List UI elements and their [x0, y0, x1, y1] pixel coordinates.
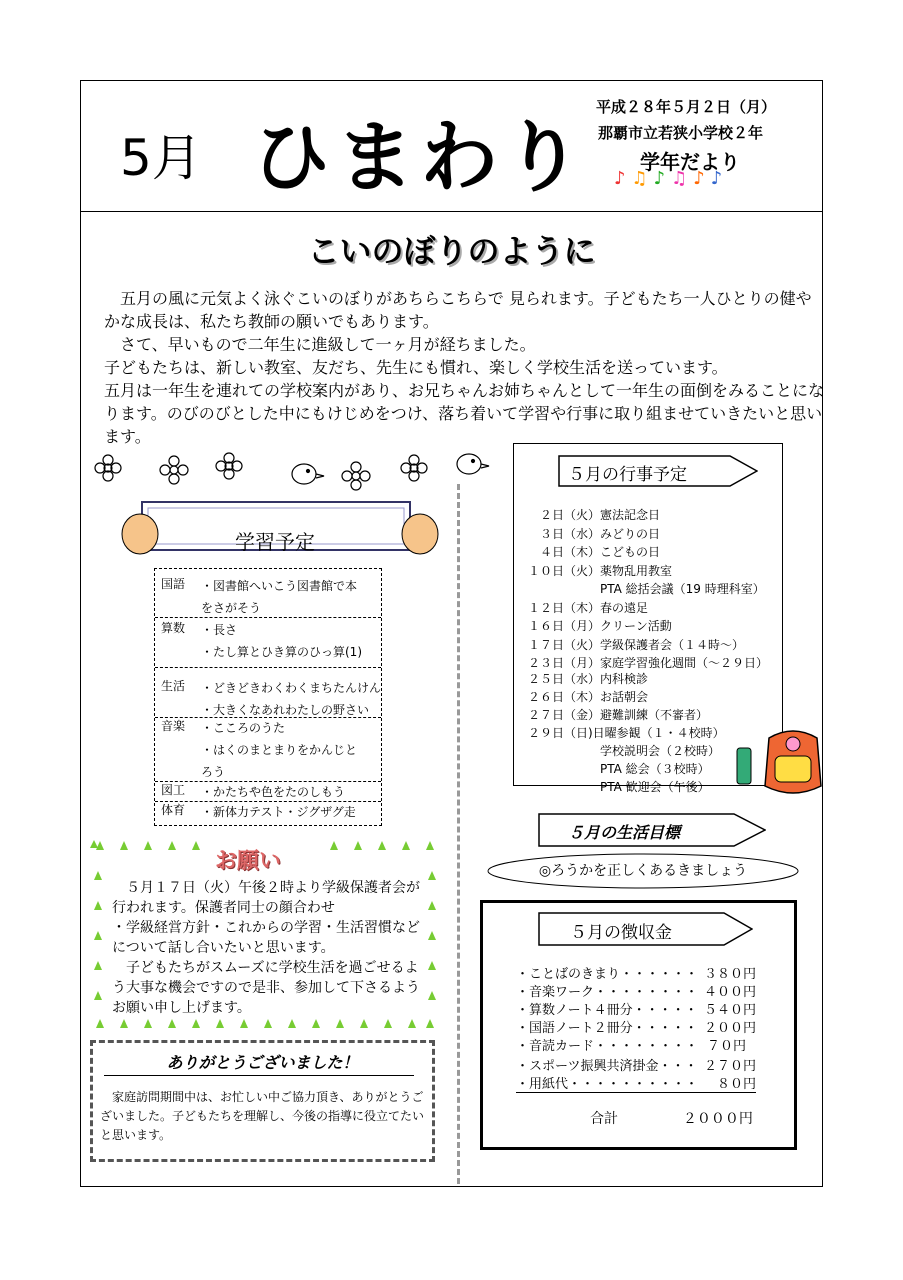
row-divider [155, 667, 381, 668]
intro-text [104, 287, 824, 448]
event-item: ２９日（日)日曜参観（１・４校時） [528, 726, 725, 740]
fee-item [516, 1035, 756, 1054]
goal-title: ５月の生活目標 [568, 823, 681, 842]
learning-item: ・長さ [201, 623, 238, 637]
backpack-icon [735, 726, 827, 800]
event-item: １２日（木）春の遠足 [528, 601, 649, 615]
request-paragraph: ・学級経営方針・これからの学習・生活習慣などについて話し合いたいと思います。 [112, 920, 420, 956]
subject: 生活 [161, 679, 186, 693]
issue-date: 平成２８年５月２日（月） [596, 98, 777, 116]
request-body [112, 878, 420, 1018]
fee-amount: ３８０円 [703, 967, 756, 982]
issue-month: 5月 [120, 129, 202, 187]
event-item: １６日（月）クリーン活動 [528, 619, 672, 633]
learning-item: をさがそう [201, 601, 262, 615]
fee-name: ・スポーツ振興共済掛金・・・ [516, 1059, 698, 1074]
intro-paragraph: さて、早いもので二年生に進級して一ヶ月が経ちました。 [104, 335, 536, 354]
row-divider [155, 617, 381, 618]
request-paragraph: ５月１７日（火）午後２時より学級保護者会が行われます。保護者同士の顔合わせ [112, 880, 420, 916]
fee-name: ・算数ノート４冊分・・・・・ [516, 1003, 698, 1018]
subject: 体育 [161, 803, 186, 817]
goal-text: ◎ろうかを正しくあるきましょう [538, 863, 748, 879]
fee-amount: ２７０円 [703, 1059, 756, 1074]
fee-amount: ８０円 [716, 1077, 756, 1092]
subject: 図工 [161, 783, 186, 797]
school-name: 那覇市立若狭小学校２年 [598, 124, 764, 142]
event-item: ２７日（金）避難訓練（不審者） [528, 708, 709, 722]
learning-item: ・はくのまとまりをかんじと [201, 743, 358, 757]
intro-paragraph: 五月の風に元気よく泳ぐこいのぼりがあちらこちらで 見られます。子どもたち一人ひとりの健やかな成長は、私たち教師の願いでもあります。 [104, 289, 812, 331]
intro-paragraph: 子どもたちは、新しい教室、友だち、先生にも慣れ、楽しく学校生活を送っています。 [104, 358, 728, 377]
fee-amount: ７０円 [706, 1039, 746, 1054]
thanks-underline [104, 1075, 414, 1076]
fee-amount: ４００円 [703, 985, 756, 1000]
fee-item [516, 999, 756, 1018]
subject: 音楽 [161, 719, 186, 733]
learning-item: ろう [201, 765, 226, 779]
fee-name: ・国語ノート２冊分・・・・・ [516, 1021, 698, 1036]
request-paragraph: 子どもたちがスムーズに学校生活を過ごせるよう大事な機会ですので是非、参加して下さるようお願い申し上げます。 [112, 960, 420, 1016]
event-item: ３日（水）みどりの日 [528, 527, 661, 541]
fee-name: ・音楽ワーク・・・・・・・・ [516, 985, 699, 1000]
fee-total [590, 1108, 753, 1128]
event-item: ２５日（水）内科検診 [528, 672, 649, 686]
intro-paragraph: 五月は一年生を連れての学校案内があり、お兄ちゃんお姉ちゃんとして一年生の面倒をみることになります。のびのびとした中にもけじめをつけ、落ち着いて学習や行事に取り組ませていきたいと思います。 [104, 381, 825, 446]
request-title: お願い [215, 849, 282, 874]
subject: 算数 [161, 621, 186, 635]
fee-amount: ２００円 [703, 1021, 756, 1036]
event-item: ２日（火）憲法記念日 [528, 508, 661, 522]
learning-item: ・大きくなあれわたしの野さい [201, 703, 370, 717]
newsletter-kind: 学年だより [640, 150, 740, 174]
learning-item: ・どきどきわくわくまちたんけん [201, 681, 382, 695]
schedule-title: ５月の行事予定 [568, 465, 687, 485]
fee-item [516, 963, 756, 982]
thanks-title: ありがとうございました！ [166, 1053, 359, 1072]
fee-amount: ５４０円 [703, 1003, 756, 1018]
event-item: PTA 歓迎会（午後） [528, 780, 710, 794]
event-item: ２３日（月）家庭学習強化週間（～２９日） [528, 656, 769, 670]
fee-name: ・音読カード・・・・・・・・ [516, 1039, 699, 1054]
fee-item [516, 1073, 756, 1093]
learning-item: ・新体力テスト・ジグザグ走 [201, 805, 356, 819]
learning-schedule [154, 568, 382, 826]
header-divider [80, 211, 823, 212]
learning-item: ・図書館へいこう図書館で本 [201, 579, 358, 593]
learning-item: ・たし算とひき算のひっ算(1) [201, 645, 362, 659]
event-item: １０日（火）薬物乱用教室 [528, 564, 673, 578]
fee-item [516, 1017, 756, 1036]
learning-item: ・こころのうた [201, 721, 286, 735]
event-item: PTA 総括会議（19 時理科室） [528, 582, 765, 596]
headline: こいのぼりのように [307, 232, 596, 270]
thanks-body: 家庭訪問期間中は、お忙しい中ご協力頂き、ありがとうございました。子どもたちを理解し、今後の指導に役立てたいと思います。 [100, 1090, 425, 1142]
event-item: 学校説明会（２校時） [528, 744, 721, 758]
event-item: １７日（火）学級保護者会（１４時～） [528, 638, 745, 652]
fee-title: ５月の徴収金 [570, 923, 672, 943]
event-item: ４日（木）こどもの日 [528, 545, 661, 559]
learning-item: ・かたちや色をたのしもう [201, 785, 346, 799]
event-item: ２６日（木）お話朝会 [528, 690, 649, 704]
total-label: 合計 [590, 1111, 618, 1127]
learning-title: 学習予定 [235, 530, 315, 554]
event-item: PTA 総会（３校時） [528, 762, 710, 776]
newsletter-title: ひまわり [252, 112, 589, 203]
fee-item [516, 981, 756, 1000]
fee-name: ・ことばのきまり・・・・・・ [516, 967, 699, 982]
subject: 国語 [161, 577, 186, 591]
total-amount: ２０００円 [682, 1111, 753, 1127]
fee-name: ・用紙代・・・・・・・・・・ [516, 1077, 699, 1092]
column-divider [457, 484, 460, 1184]
music-notes-icon: ♪ ♫ ♪ ♫ ♪ ♪ [614, 168, 725, 189]
flower-bird-decoration-icon [94, 448, 504, 500]
fee-item [516, 1055, 756, 1074]
